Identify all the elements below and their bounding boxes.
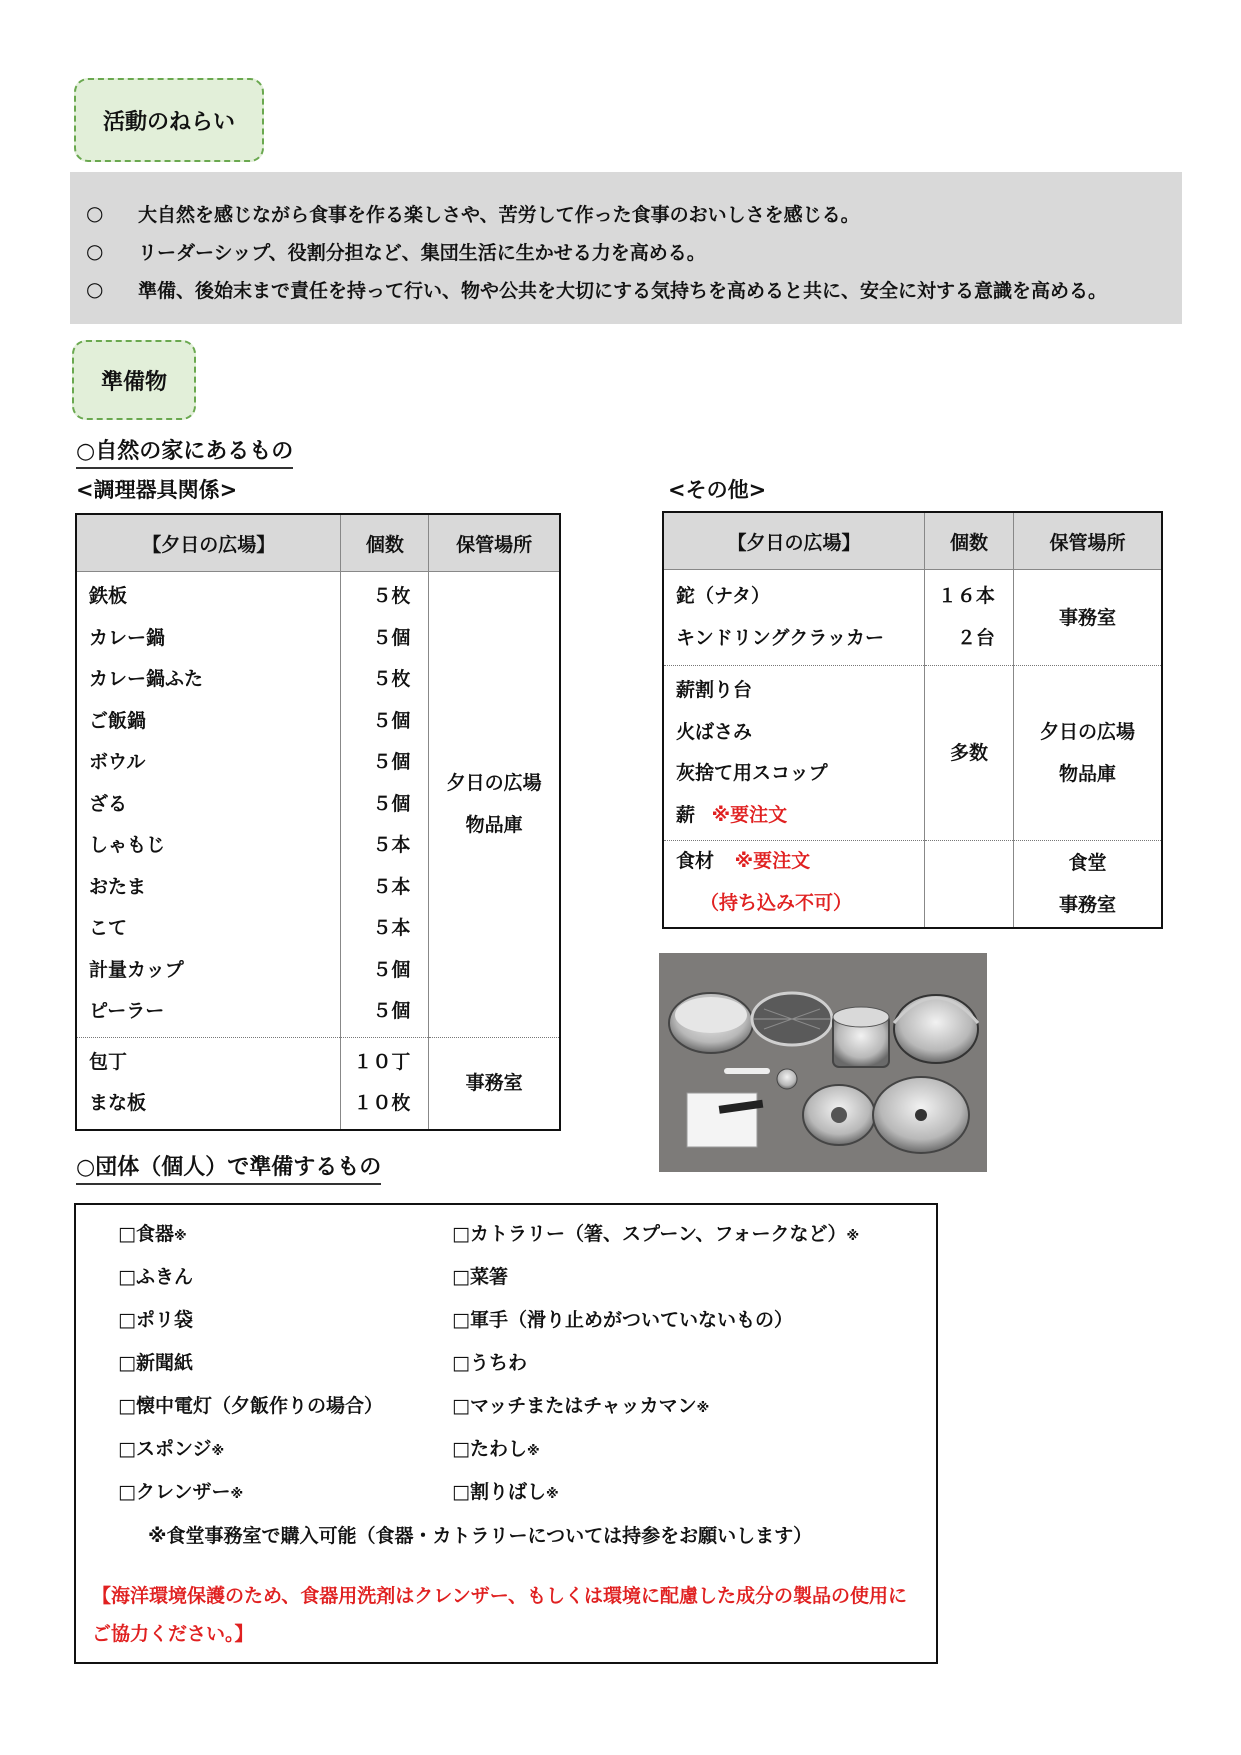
list-item: 薪割り台 bbox=[676, 679, 753, 701]
storage-line: 食堂 bbox=[1068, 852, 1107, 874]
aim-bullet: ○ bbox=[86, 201, 104, 225]
aims-heading bbox=[74, 78, 264, 162]
item-count: １６本 bbox=[937, 585, 995, 607]
checklist-box bbox=[74, 1203, 938, 1664]
list-item: キンドリングクラッカー bbox=[676, 626, 885, 649]
storage-line: 夕日の広場 bbox=[1039, 721, 1135, 743]
aim-item bbox=[86, 270, 1182, 308]
purchasable-mark: ※ bbox=[545, 1487, 559, 1502]
aim-bullet: ○ bbox=[86, 277, 104, 301]
aim-item bbox=[86, 232, 1182, 270]
cookware-count-list bbox=[341, 1037, 429, 1130]
checklist-item bbox=[118, 1219, 187, 1246]
list-item: 火ばさみ bbox=[676, 720, 753, 743]
item-name: 食材 bbox=[676, 850, 715, 872]
aim-text: 大自然を感じながら食事を作る楽しさや、苦労して作った食事のおいしさを感じる。 bbox=[138, 203, 860, 226]
item-count: ５個 bbox=[372, 626, 411, 649]
purchasable-mark: ※ bbox=[173, 1229, 187, 1244]
list-item: ご飯鍋 bbox=[89, 709, 147, 732]
list-item: 鉄板 bbox=[89, 585, 128, 607]
group-prep-heading: ○団体（個人）で準備するもの bbox=[76, 1150, 381, 1185]
item-count: ５本 bbox=[372, 834, 411, 856]
col-header-storage: 保管場所 bbox=[1013, 512, 1162, 570]
checklist-label: □軍手（滑り止めがついていないもの） bbox=[452, 1309, 793, 1331]
checklist-item bbox=[452, 1391, 709, 1418]
checklist-item bbox=[118, 1434, 224, 1461]
list-item: しゃもじ bbox=[89, 834, 166, 856]
checklist-item bbox=[452, 1219, 859, 1246]
list-item: カレー鍋ふた bbox=[89, 668, 204, 690]
item-count bbox=[925, 841, 1014, 929]
list-item bbox=[664, 841, 924, 883]
purchasable-mark: ※ bbox=[230, 1487, 244, 1502]
checklist-label: □うちわ bbox=[452, 1352, 527, 1374]
item-count: １０丁 bbox=[353, 1050, 411, 1073]
cookware-photo bbox=[659, 953, 987, 1172]
checklist-item bbox=[452, 1434, 540, 1461]
aim-item bbox=[86, 194, 1182, 232]
list-item: まな板 bbox=[89, 1092, 147, 1114]
order-required-note: ※要注文 bbox=[734, 850, 811, 872]
cookware-item-list bbox=[76, 1037, 341, 1130]
list-item bbox=[664, 795, 924, 837]
facility-heading: ○自然の家にあるもの bbox=[76, 434, 293, 469]
col-header-count: 個数 bbox=[925, 512, 1014, 570]
prep-heading-text: 準備物 bbox=[100, 369, 167, 395]
list-item: カレー鍋 bbox=[89, 626, 166, 649]
list-item: ボウル bbox=[89, 751, 146, 773]
storage-place: 事務室 bbox=[429, 1037, 560, 1130]
item-count: 多数 bbox=[925, 666, 1014, 841]
other-heading: <その他> bbox=[668, 478, 767, 502]
checklist-label: □カトラリー（箸、スプーン、フォークなど） bbox=[452, 1223, 847, 1245]
checklist-item bbox=[452, 1477, 559, 1504]
checklist-label: □ふきん bbox=[118, 1266, 193, 1288]
cookware-heading: <調理器具関係> bbox=[76, 478, 238, 502]
item-count: ５本 bbox=[372, 917, 411, 939]
order-required-note: ※要注文 bbox=[711, 803, 788, 826]
checklist-item bbox=[118, 1477, 243, 1504]
checklist-label: □マッチまたはチャッカマン bbox=[452, 1395, 697, 1417]
no-bring-in-note: （持ち込み不可） bbox=[700, 891, 853, 914]
checklist-label: □食器 bbox=[118, 1223, 174, 1245]
other-item-list bbox=[663, 841, 925, 929]
storage-place: 事務室 bbox=[1058, 606, 1116, 629]
list-item: 計量カップ bbox=[89, 958, 184, 981]
item-count: １０枚 bbox=[353, 1092, 411, 1114]
aim-bullet: ○ bbox=[86, 239, 104, 263]
aims-box bbox=[70, 172, 1182, 324]
detergent-warning: 【海洋環境保護のため、食器用洗剤はクレンザー、もしくは環境に配慮した成分の製品の使用にご協力ください。】 bbox=[92, 1585, 908, 1645]
list-item: おたま bbox=[89, 875, 147, 898]
checklist-label: □菜箸 bbox=[452, 1266, 508, 1288]
checklist-item bbox=[118, 1348, 193, 1375]
cookware-photo-graphic bbox=[659, 953, 987, 1172]
item-count: ５個 bbox=[372, 751, 411, 773]
storage-line: 物品庫 bbox=[465, 814, 523, 837]
list-item: 鉈（ナタ） bbox=[676, 585, 771, 607]
aim-text: リーダーシップ、役割分担など、集団生活に生かせる力を高める。 bbox=[138, 241, 706, 264]
cookware-item-list bbox=[76, 572, 341, 1038]
storage-line: 事務室 bbox=[1058, 894, 1116, 916]
list-item: ピーラー bbox=[89, 1000, 165, 1022]
item-count: ５個 bbox=[372, 792, 411, 815]
checklist-label: □たわし bbox=[452, 1438, 527, 1460]
list-item: こて bbox=[89, 917, 128, 939]
purchasable-mark: ※ bbox=[696, 1401, 710, 1416]
item-name: 薪 bbox=[676, 803, 696, 826]
item-count: ５個 bbox=[372, 958, 411, 981]
checklist-label: □クレンザー bbox=[118, 1481, 231, 1503]
storage-place bbox=[1013, 666, 1162, 841]
checklist-item bbox=[452, 1348, 527, 1375]
checklist-label: □新聞紙 bbox=[118, 1352, 193, 1374]
aims-heading-text: 活動のねらい bbox=[102, 109, 235, 135]
storage-line: 夕日の広場 bbox=[446, 772, 542, 795]
storage-place bbox=[429, 572, 560, 1038]
checklist-label: □スポンジ bbox=[118, 1438, 212, 1460]
purchase-footnote: ※食堂事務室で購入可能（食器・カトラリーについては持参をお願いします） bbox=[148, 1525, 813, 1547]
other-count-list bbox=[925, 570, 1014, 666]
storage-place bbox=[1013, 841, 1162, 929]
other-table bbox=[662, 511, 1163, 929]
checklist-item bbox=[452, 1262, 508, 1289]
checklist-item bbox=[118, 1262, 193, 1289]
checklist-label: □割りばし bbox=[452, 1481, 546, 1503]
item-count: ５個 bbox=[372, 1000, 411, 1022]
purchasable-mark: ※ bbox=[846, 1229, 860, 1244]
checklist-item bbox=[452, 1305, 793, 1332]
purchasable-mark: ※ bbox=[211, 1444, 225, 1459]
item-count: ５枚 bbox=[372, 585, 411, 607]
cookware-count-list bbox=[341, 572, 429, 1038]
col-header-place: 【夕日の広場】 bbox=[663, 512, 925, 570]
cookware-table bbox=[75, 513, 561, 1131]
checklist-item bbox=[118, 1305, 193, 1332]
col-header-count: 個数 bbox=[341, 514, 429, 572]
storage-line: 物品庫 bbox=[1058, 763, 1116, 785]
list-item: 包丁 bbox=[89, 1050, 128, 1073]
item-count: ２台 bbox=[956, 626, 995, 649]
checklist-label: □懐中電灯（夕飯作りの場合） bbox=[118, 1395, 383, 1417]
other-item-list bbox=[663, 570, 925, 666]
item-count: ５本 bbox=[372, 875, 411, 898]
purchasable-mark: ※ bbox=[526, 1444, 540, 1459]
prep-heading bbox=[72, 340, 196, 420]
other-item-list bbox=[663, 666, 925, 841]
item-count: ５個 bbox=[372, 709, 411, 732]
list-item: ざる bbox=[89, 792, 128, 815]
col-header-place: 【夕日の広場】 bbox=[76, 514, 341, 572]
col-header-storage: 保管場所 bbox=[429, 514, 560, 572]
item-count: ５枚 bbox=[372, 668, 411, 690]
checklist-label: □ポリ袋 bbox=[118, 1309, 193, 1331]
checklist-item bbox=[118, 1391, 383, 1418]
list-item: 灰捨て用スコップ bbox=[676, 762, 828, 784]
aim-text: 準備、後始末まで責任を持って行い、物や公共を大切にする気持ちを高めると共に、安全に対する意識を高める。 bbox=[138, 279, 1108, 302]
